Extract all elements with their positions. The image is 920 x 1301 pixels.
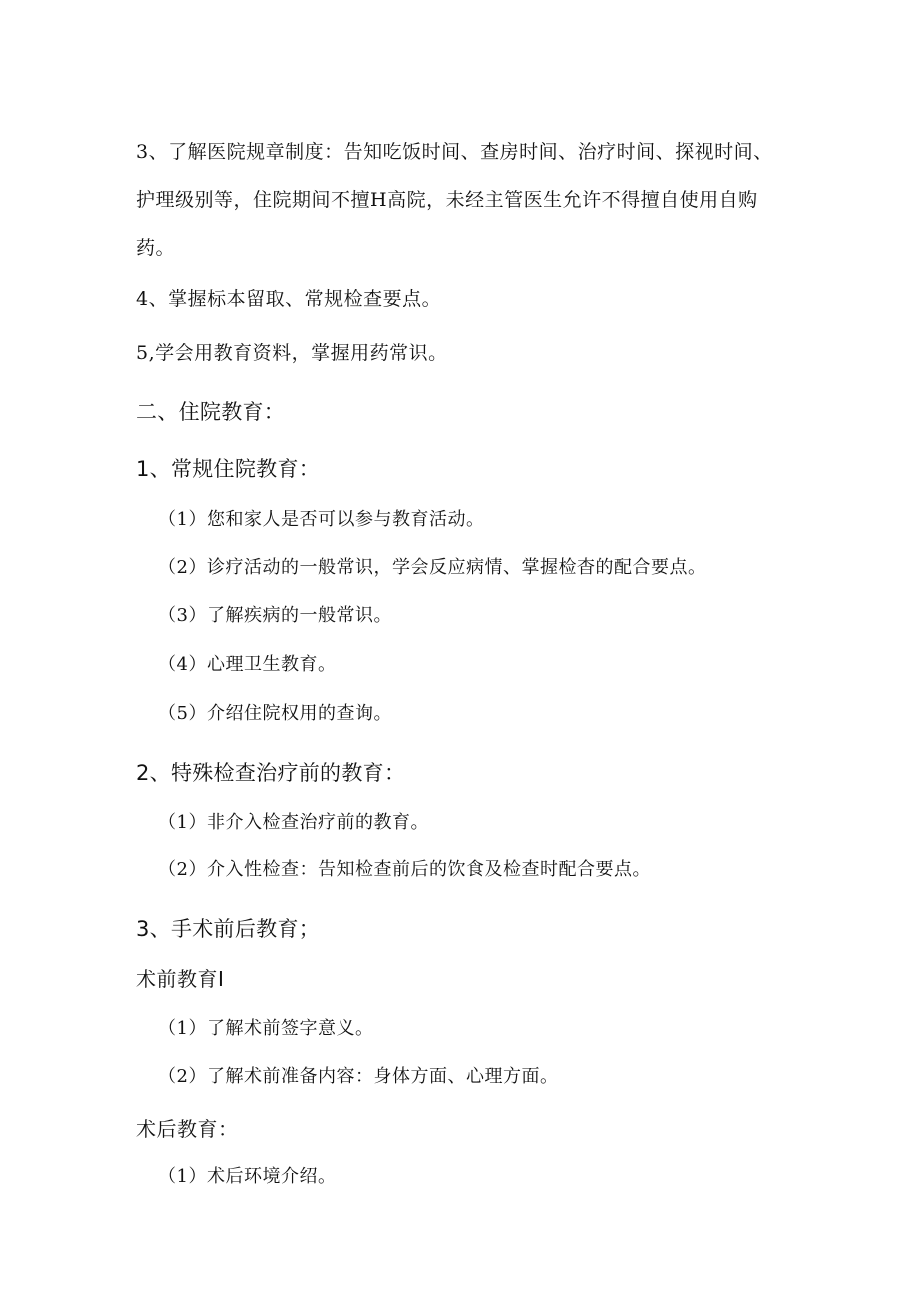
paragraph-3-line-3: 药。 <box>136 237 176 259</box>
special-item-1: （1）非介入检查治疗前的教育。 <box>158 812 429 833</box>
post-op-item-1: （1）术后环境介绍。 <box>158 1166 337 1187</box>
section-2-title: 二、住院教育： <box>136 400 286 424</box>
routine-item-3: （3）了解疾病的一般常识。 <box>158 605 392 626</box>
routine-item-1: （1）您和家人是否可以参与教育活动。 <box>158 509 485 530</box>
paragraph-3-line-1: 3、了解医院规章制度：告知吃饭时间、查房时间、治疗时间、探视时间、 <box>136 141 773 163</box>
surgery-education-title: 3、手术前后教育； <box>136 917 321 941</box>
special-item-2: （2）介入性检查：告知检查前后的饮食及检查时配合要点。 <box>158 859 651 880</box>
pre-op-item-2: （2）了解术前准备内容：身体方面、心理方面。 <box>158 1066 559 1087</box>
pre-op-education-title: 术前教育I <box>136 967 225 991</box>
routine-item-5: （5）介绍住院权用的查询。 <box>158 703 392 724</box>
routine-item-2: （2）诊疗活动的一般常识，学会反应病情、掌握检杳的配合要点。 <box>158 557 707 578</box>
routine-education-title: 1、常规住院教育： <box>136 457 321 481</box>
post-op-education-title: 术后教育： <box>136 1117 239 1141</box>
paragraph-5: 5,学会用教育资料，掌握用药常识。 <box>136 342 448 364</box>
paragraph-3-line-2: 护理级别等，住院期间不擅H高院，未经主管医生允许不得擅自使用自购 <box>136 189 758 211</box>
routine-item-4: （4）心理卫生教育。 <box>158 654 337 675</box>
pre-op-item-1: （1）了解术前签字意义。 <box>158 1018 374 1039</box>
special-exam-title: 2、特殊检查治疗前的教育： <box>136 761 406 785</box>
paragraph-4: 4、掌握标本留取、常规检查要点。 <box>136 288 442 310</box>
